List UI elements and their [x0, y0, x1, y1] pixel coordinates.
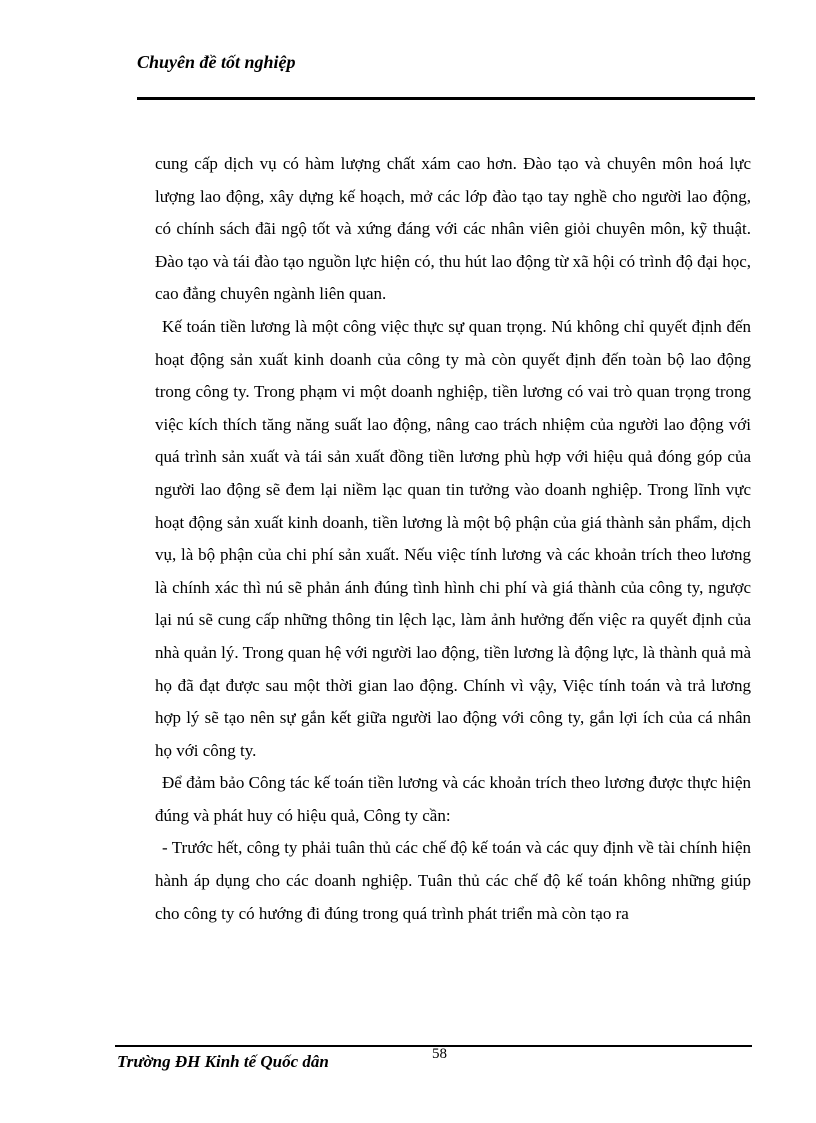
paragraph-salary-accounting: Kế toán tiền lương là một công việc thực sự quan trọng. Nú không chỉ quyết định đến hoạt động sản xuất kinh doanh của công ty mà còn quyết định đến toàn bộ lao động trong công ty. Trong phạm vi một doanh nghiệp, tiền lương có vai trò quan trọng trong việc kích thích tăng năng suất lao động, nâng cao trách nhiệm của người lao động với quá trình sản xuất và tái sản xuất đồng tiền lương phù hợp với hiệu quả đóng góp của người lao động sẽ đem lại niềm lạc quan tin tưởng vào doanh nghiệp. Trong lĩnh vực hoạt động sản xuất kinh doanh, tiền lương là một bộ phận của giá thành sản phẩm, dịch vụ, là bộ phận của chi phí sản xuất. Nếu việc tính lương và các khoản trích theo lương là chính xác thì nú sẽ phản ánh đúng tình hình chi phí và giá thành của công ty, ngược lại nú sẽ cung cấp những thông tin lệch lạc, làm ảnh hưởng đến việc ra quyết định của nhà quản lý. Trong quan hệ với người lao động, tiền lương là động lực, là thành quả mà họ đã đạt được sau một thời gian lao động. Chính vì vậy, Việc tính toán và trả lương hợp lý sẽ tạo nên sự gắn kết giữa người lao động với công ty, gắn lợi ích của cá nhân họ với công ty. [155, 316, 751, 760]
page-number: 58 [432, 1046, 447, 1062]
footer-school-name: Trường ĐH Kinh tế Quốc dân [117, 1052, 329, 1071]
header-divider [137, 97, 755, 100]
paragraph-compliance: - Trước hết, công ty phải tuân thủ các chế độ kế toán và các quy định về tài chính hiện hành áp dụng cho các doanh nghiệp. Tuân thủ các chế độ kế toán không những giúp cho công ty có hướng đi đúng trong quá trình phát triển mà còn tạo ra [155, 838, 751, 923]
document-body [155, 148, 751, 930]
paragraph-continuation: cung cấp dịch vụ có hàm lượng chất xám cao hơn. Đào tạo và chuyên môn hoá lực lượng lao động, xây dựng kế hoạch, mở các lớp đào tạo tay nghề cho người lao động, có chính sách đãi ngộ tốt và xứng đáng với các nhân viên giỏi chuyên môn, kỹ thuật. Đào tạo và tái đào tạo nguồn lực hiện có, thu hút lao động từ xã hội có trình độ đại học, cao đẳng chuyên ngành liên quan. [155, 154, 751, 304]
page-header-title: Chuyên đề tốt nghiệp [137, 52, 296, 72]
paragraph-requirements: Để đảm bảo Công tác kế toán tiền lương và các khoản trích theo lương được thực hiện đúng và phát huy có hiệu quả, Công ty cần: [155, 773, 751, 825]
